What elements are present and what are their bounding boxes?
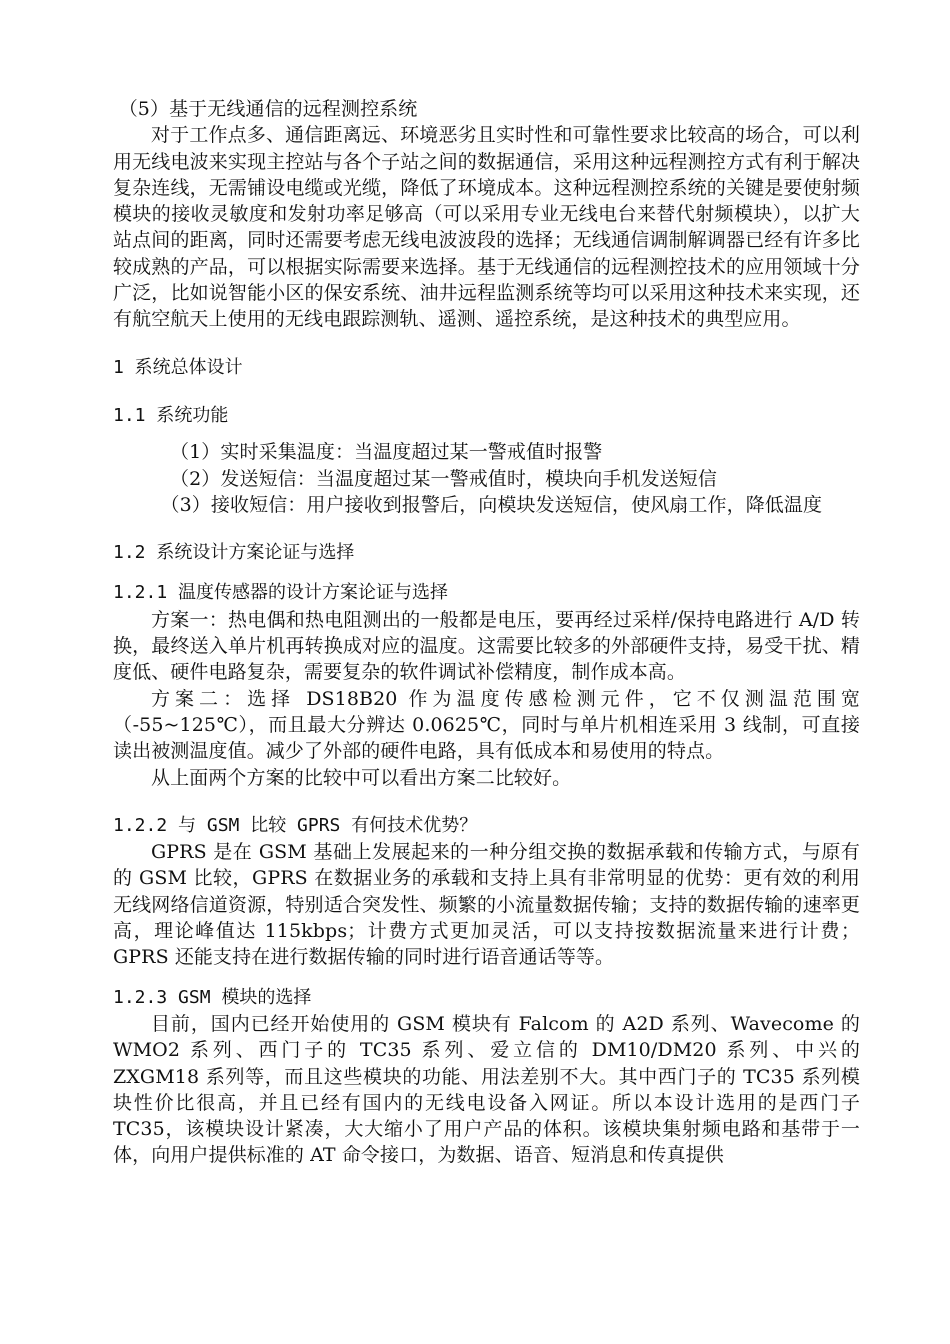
heading-design-plan: 1.2 系统设计方案论证与选择 [113, 542, 355, 564]
function-item-1: （1）实时采集温度：当温度超过某一警戒值时报警 [170, 441, 603, 464]
sensor-conclusion: 从上面两个方案的比较中可以看出方案二比较好。 [151, 766, 572, 789]
function-item-2: （2）发送短信：当温度超过某一警戒值时，模块向手机发送短信 [170, 467, 717, 490]
section-5-heading: （5）基于无线通信的远程测控系统 [118, 98, 418, 120]
heading-gprs-advantages: 1.2.2 与 GSM 比较 GPRS 有何技术优势？ [113, 814, 478, 836]
section-5-paragraph: 对于工作点多、通信距离远、环境恶劣且实时性和可靠性要求比较高的场合，可以利用无线电波来实现主控站与各个子站之间的数据通信，采用这种远程测控方式有利于解决复杂连线，无需铺设电缆或光缆，降低了环境成本。这种远程测控系统的关键是要使射频模块的接收灵敏度和发射功率足够高（可以采用专业无线电台来替代射频模块），以扩大站点间的距离，同时还需要考虑无线电波波段的选择；无线通信调制解调器已经有许多比较成熟的产品，可以根据实际需要来选择。基于无线通信的远程测控技术的应用领域十分广泛，比如说智能小区的保安系统、油井远程监测系统等均可以采用这种技术来实现，还有航空航天上使用的无线电跟踪测轨、遥测、遥控系统，是这种技术的典型应用。 [113, 124, 860, 331]
heading-system-functions: 1.1 系统功能 [113, 404, 229, 426]
gprs-paragraph: GPRS 是在 GSM 基础上发展起来的一种分组交换的数据承载和传输方式，与原有的 GSM 比较，GPRS 在数据业务的承载和支持上具有非常明显的优势：更有效的利用无线网络信道资源，特别适合突发性、频繁的小流量数据传输；支持的数据传输的速率更高，理论峰值达 115kbps；计费方式更加灵活，可以支持按数据流量来进行计费；GPRS 还能支持在进行数据传输的同时进行语音通话等等。 [113, 841, 860, 969]
heading-system-design: 1 系统总体设计 [113, 356, 243, 378]
gsm-module-paragraph: 目前，国内已经开始使用的 GSM 模块有 Falcom 的 A2D 系列、Wavecome 的 WMO2 系列、西门子的 TC35 系列、爱立信的 DM10/DM20 系列、中兴的 ZXGM18 系列等，而且这些模块的功能、用法差别不大。其中西门子的 TC35 系列模块性价比很高，并且已经有国内的无线电设备入网证。所以本设计选用的是西门子 TC35，该模块设计紧凑，大大缩小了用户产品的体积。该模块集射频电路和基带于一体，向用户提供标准的 AT 命令接口，为数据、语音、短消息和传真提供 [113, 1012, 860, 1167]
heading-gsm-module: 1.2.3 GSM 模块的选择 [113, 986, 312, 1008]
document-content [113, 96, 860, 1169]
sensor-plan-1: 方案一：热电偶和热电阻测出的一般都是电压，要再经过采样/保持电路进行 A/D 转换，最终送入单片机再转换成对应的温度。这需要比较多的外部硬件支持，易受干扰、精度低、硬件电路复杂，需要复杂的软件调试补偿精度，制作成本高。 [113, 608, 860, 684]
heading-temperature-sensor: 1.2.1 温度传感器的设计方案论证与选择 [113, 582, 449, 604]
sensor-plan-2: 方案二：选择 DS18B20 作为温度传感检测元件，它不仅测温范围宽（-55~125℃），而且最大分辨达 0.0625℃，同时与单片机相连采用 3 线制，可直接读出被测温度值。减少了外部的硬件电路，具有低成本和易使用的特点。 [113, 687, 860, 763]
function-item-3: （3）接收短信：用户接收到报警后，向模块发送短信，使风扇工作，降低温度 [160, 493, 823, 516]
